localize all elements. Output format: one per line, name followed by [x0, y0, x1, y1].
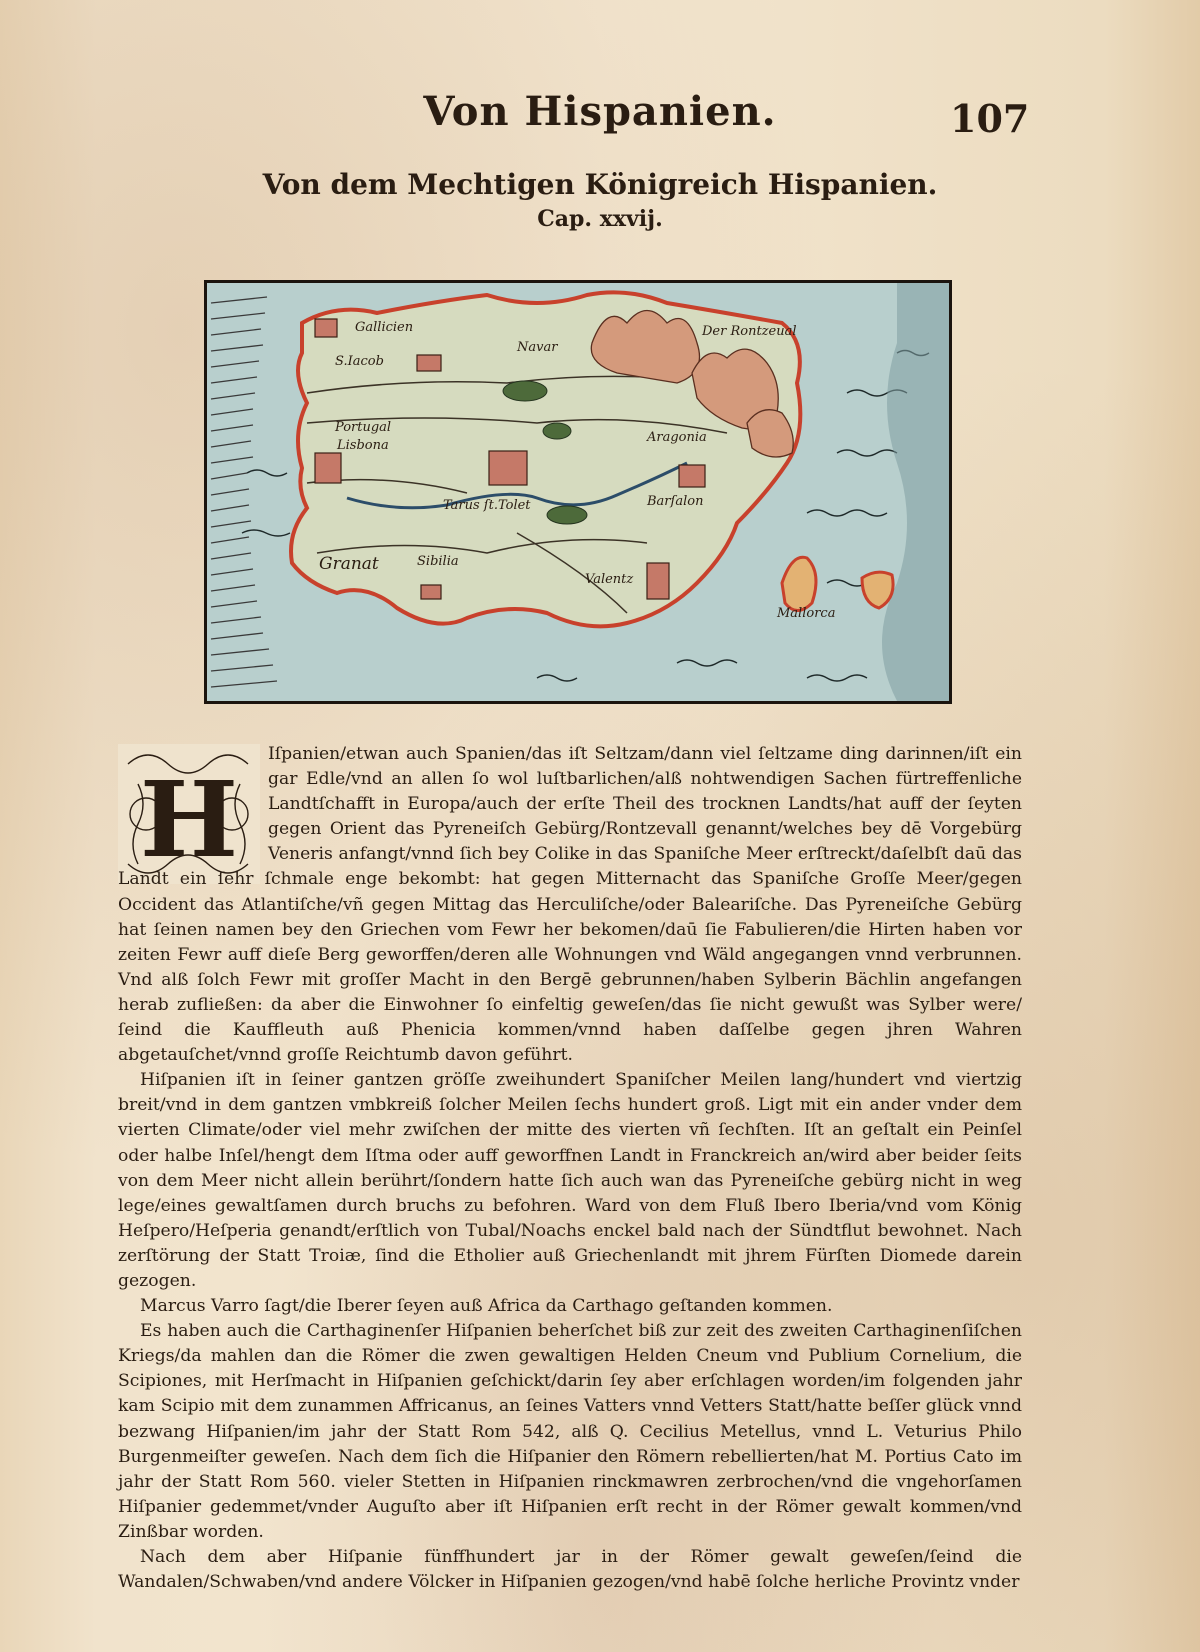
label-portugal: Portugal — [335, 420, 392, 435]
paragraph-2: Hiſpanien iſt in ſeiner gantzen gröſſe zweihundert Spaniſcher Meilen lang/hundert vnd viertzig breit/vnd in dem gantzen vmbkreiß ſolcher Meilen ſechs hundert groß. Ligt mit ein ander vnder dem vierten Climate/oder viel mehr zwiſchen der mitte des vierten vñ ſechſten. Iſt an geſtalt ein Peinſel oder halbe Inſel/hengt dem Iſtma oder auff geworffnen Landt in Franckreich an/wird aber beider ſeits von dem Meer nicht allein berührt/ſondern hatte ſich auch wan das Pyreneiſche gebürg nicht in weg lege/eines gewaltſamen durch bruchs zu befohren. Ward von dem Fluß Ibero Iberia/vnd vom König Heſpero/Heſperia genandt/erſtlich von Tubal/Noachs enckel bald nach der Sündtflut bewohnet. Nach zerſtörung der Statt Troiæ, ſind die Etholier auß Griechenlandt mit jhrem Fürſten Diomede darein gezogen. — [118, 1070, 1022, 1291]
paragraph-1 — [118, 742, 1022, 1068]
chapter-title: Von dem Mechtigen Königreich Hispanien. — [262, 168, 938, 201]
paragraph-5: Nach dem aber Hiſpanie fünffhundert jar in der Römer gewalt geweſen/ſeind die Wandalen/Schwaben/vnd andere Völcker in Hiſpanien gezogen/vnd habē ſolche herliche Provintz vnder — [118, 1547, 1022, 1593]
label-s-iacob: S.Iacob — [335, 354, 384, 369]
initial-letter: H — [139, 758, 239, 881]
label-valentz: Valentz — [585, 572, 634, 587]
label-mallorca: Mallorca — [777, 606, 836, 621]
paragraph-3: Marcus Varro ſagt/die Iberer ſeyen auß Africa da Carthago geſtanden kommen. — [140, 1296, 833, 1317]
page-number: 107 — [950, 96, 1030, 141]
label-tarus: Tarus ſt.Tolet — [443, 498, 531, 513]
label-barsalon: Barſalon — [647, 494, 704, 509]
running-head: Von Hispanien. — [423, 88, 777, 135]
woodcut-map — [207, 283, 949, 701]
label-sibilia: Sibilia — [417, 554, 459, 569]
label-gallicien: Gallicien — [355, 320, 414, 335]
label-rontzeual: Der Rontzeual — [702, 324, 797, 339]
label-granat: Granat — [319, 554, 379, 574]
label-navar: Navar — [517, 340, 558, 355]
body-text — [118, 742, 1022, 1595]
chapter-number: Cap. xxvij. — [537, 206, 663, 232]
label-aragonia: Aragonia — [647, 430, 707, 445]
map-of-hispania — [204, 280, 952, 704]
paragraph-1-text: Iſpanien/etwan auch Spanien/das iſt Seltzam/dann viel ſeltzame ding darinnen/iſt ein gar Edle/vnd an allen ſo wol luſtbarlichen/alß nohtwendigen Sachen fürtreffenliche Landtſchafft in Europa/auch der erſte Theil des trocknen Landts/hat auff der ſeyten gegen Orient das Pyreneiſch Gebürg/Rontzevall genannt/welches bey dē Vorgebürg Veneris anfangt/vnnd ſich bey Colike in das Spaniſche Meer erſtreckt/daſelbſt daū das Landt ein ſehr ſchmale enge bekombt: hat gegen Mitternacht das Spaniſche Groſſe Meer/gegen Occident das Atlantiſche/vñ gegen Mittag das Herculiſche/oder Baleariſche. Das Pyreneiſche Gebürg hat ſeinen namen bey den Griechen vom Fewr her bekomen/daū ſie Fabulieren/die Hirten haben vor zeiten Fewr auff dieſe Berg geworffen/deren alle Wohnungen vnd Wäld angegangen vnnd verbrunnen. Vnd alß ſolch Fewr mit groſſer Macht in den Bergē gebrunnen/haben Sylberin Bächlin angefangen herab zufließen: da aber die Einwohner ſo einfeltig geweſen/das ſie nicht gewußt was Sylber were/ſeind die Kauffleuth auß Phenicia kommen/vnnd haben daſſelbe gegen jhren Wahren abgetauſchet/vnnd groſſe Reichtumb davon geführt. — [118, 744, 1022, 1066]
label-lisbona: Lisbona — [337, 438, 389, 453]
paragraph-4: Es haben auch die Carthaginenſer Hiſpanien beherſchet biß zur zeit des zweiten Carthaginenſiſchen Kriegs/da mahlen dan die Römer die zwen gewaltigen Helden Cneum vnd Publium Cornelium, die Scipiones, mit Herſmacht in Hiſpanien geſchickt/darin ſey aber erſchlagen worden/im folgenden jahr kam Scipio mit dem zunammen Affricanus, an ſeines Vatters vnnd Vetters Statt/hatte beſſer glück vnnd bezwang Hiſpanien/im jahr der Statt Rom 542, alß Q. Cecilius Metellus, vnnd L. Veturius Philo Burgenmeiſter geweſen. Nach dem ſich die Hiſpanier den Römern rebellierten/hat M. Portius Cato im jahr der Statt Rom 560. vieler Stetten in Hiſpanien rinckmawren zerbrochen/vnd die vngehorſamen Hiſpanier gedemmet/vnder Auguſto aber iſt Hiſpanien erſt recht in der Römer gewalt kommen/vnd Zinßbar worden. — [118, 1321, 1022, 1542]
